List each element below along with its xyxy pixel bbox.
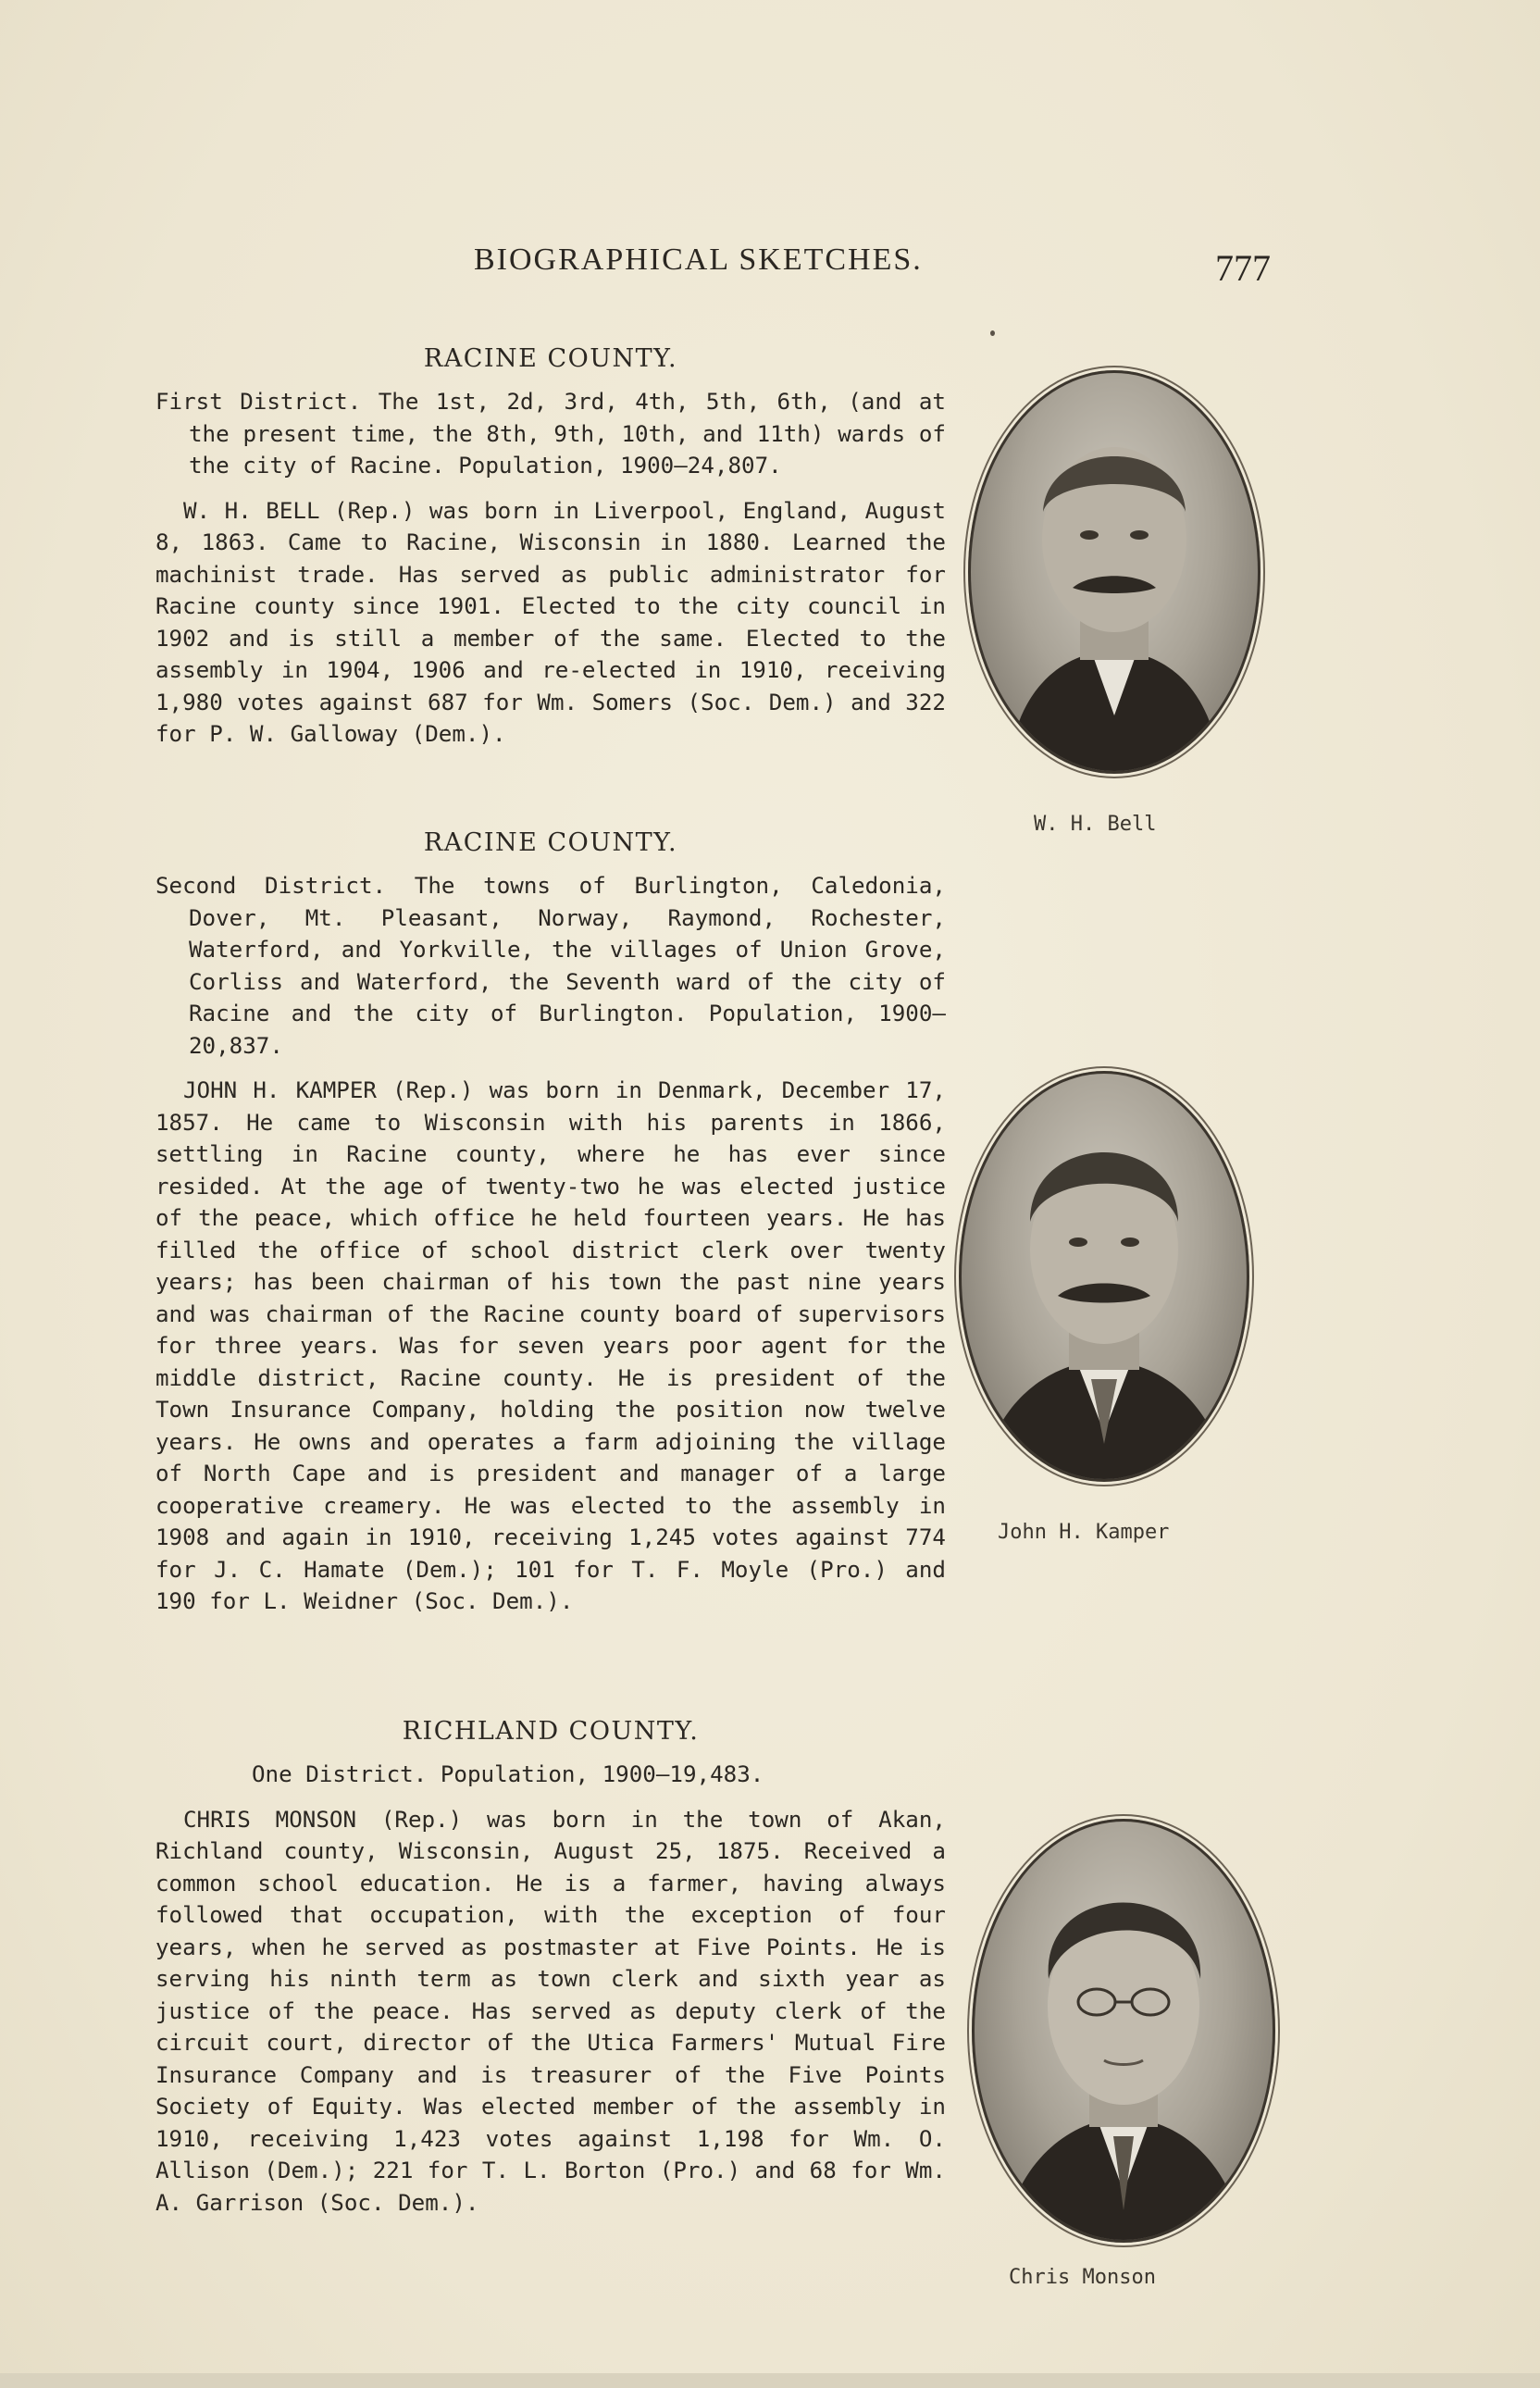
portrait-image (962, 1074, 1247, 1479)
section-racine-second (155, 828, 946, 1618)
biography: W. H. BELL (Rep.) was born in Liverpool, England, August 8, 1863. Came to Racine, Wisconsin in 1880. Learned the machinist trade. Has served as public administrator for Racine county since 1901. Elected to the city council in 1902 and is still a member of the same. Elected to the assembly in 1904, 1906 and re-elected in 1910, receiving 1,980 votes against 687 for Wm. Somers (Soc. Dem.) and 322 for P. W. Galloway (Dem.). (155, 497, 946, 747)
portrait-john-h-kamper (959, 1071, 1249, 1482)
county-heading: RACINE COUNTY. (423, 828, 678, 857)
scan-edge (0, 2373, 1540, 2388)
portrait-image (975, 1822, 1273, 2240)
portrait-w-h-bell (968, 370, 1261, 774)
county-heading: RACINE COUNTY. (423, 344, 678, 373)
district-description: First District. The 1st, 2d, 3rd, 4th, 5th, 6th, (and at the present time, the 8th, 9th, 10th, and 11th) wards of the city of Racine. Population, 1900—24,807. (155, 389, 946, 479)
section-richland (155, 1717, 946, 2219)
portrait-caption: John H. Kamper (998, 1521, 1170, 1544)
biography: JOHN H. KAMPER (Rep.) was born in Denmark, December 17, 1857. He came to Wisconsin with his parents in 1866, settling in Racine county, where he has ever since resided. At the age of twenty-two he was elected justice of the peace, which office he held fourteen years. He has filled the office of school district clerk over twenty years; has been chairman of his town the past nine years and was chairman of the Racine county board of supervisors for three years. Was for seven years poor agent for the middle district, Racine county. He is president of the Town Insurance Company, holding the position now twelve years. He owns and operates a farm adjoining the village of North Cape and is president and manager of a large cooperative creamery. He was elected to the assembly in 1908 and again in 1910, receiving 1,245 votes against 774 for J. C. Hamate (Dem.); 101 for T. F. Moyle (Pro.) and 190 for L. Weidner (Soc. Dem.). (155, 1077, 946, 1614)
print-speck (990, 330, 995, 336)
portrait-chris-monson (972, 1819, 1275, 2243)
portrait-caption: W. H. Bell (1034, 813, 1157, 836)
running-title: BIOGRAPHICAL SKETCHES. (474, 243, 923, 277)
district-description: Second District. The towns of Burlington, Caledonia, Dover, Mt. Pleasant, Norway, Raymond, Rochester, Waterford, and Yorkville, the villages of Union Grove, Corliss and Waterford, the Seventh ward of the city of Racine and the city of Burlington. Population, 1900—20,837. (155, 873, 946, 1059)
page-number: 777 (1215, 247, 1271, 289)
section-racine-first (155, 344, 946, 751)
district-description: One District. Population, 1900—19,483. (252, 1761, 764, 1787)
portrait-image (971, 373, 1258, 771)
biography: CHRIS MONSON (Rep.) was born in the town of Akan, Richland county, Wisconsin, August 25, 1875. Received a common school education. He is a farmer, having always followed that occupation, with the exception of four years, when he served as postmaster at Five Points. He is serving his ninth term as town clerk and sixth year as justice of the peace. Has served as deputy clerk of the circuit court, director of the Utica Farmers' Mutual Fire Insurance Company and is treasurer of the Five Points Society of Equity. Was elected member of the assembly in 1910, receiving 1,423 votes against 1,198 for Wm. O. Allison (Dem.); 221 for T. L. Borton (Pro.) and 68 for Wm. A. Garrison (Soc. Dem.). (155, 1806, 946, 2216)
county-heading: RICHLAND COUNTY. (402, 1717, 700, 1746)
portrait-caption: Chris Monson (1009, 2266, 1156, 2289)
